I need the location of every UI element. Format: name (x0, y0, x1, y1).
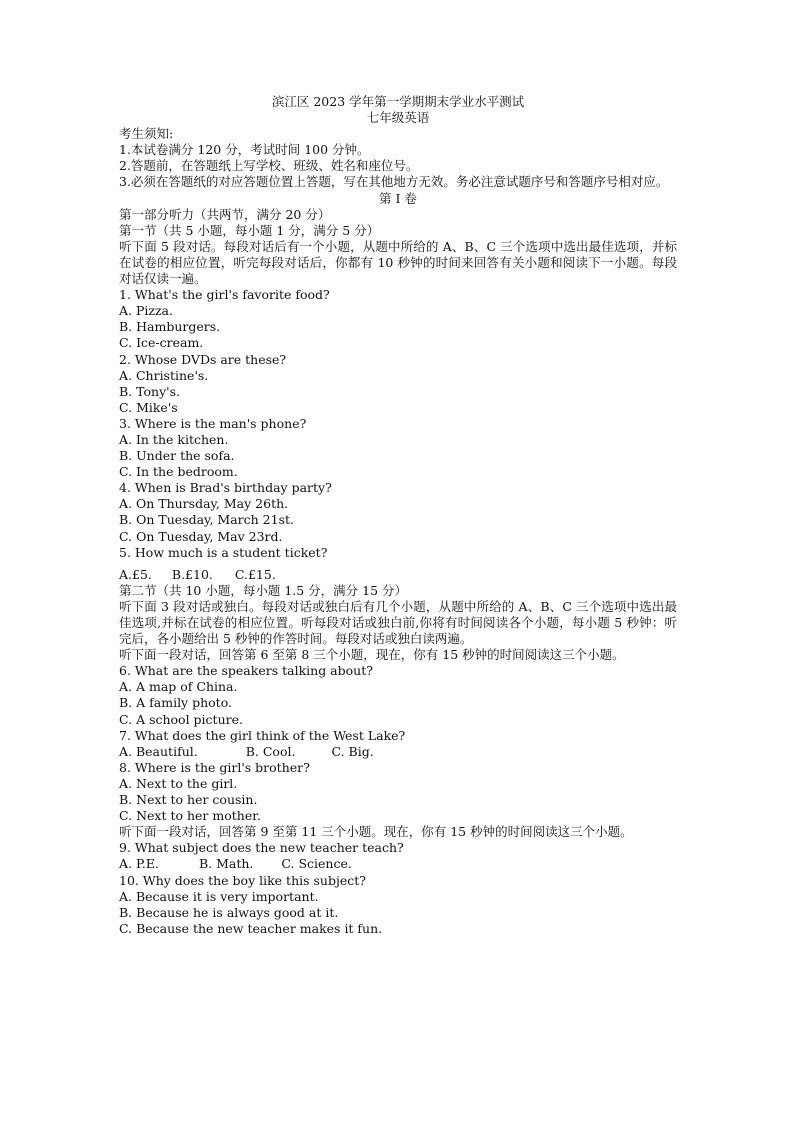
question-4 (119, 480, 677, 544)
exam-page (119, 94, 677, 937)
volume-title: 第 I 卷 (379, 190, 417, 206)
notice-item: 2.答题前，在答题纸上写学校、班级、姓名和座位号。 (119, 158, 419, 174)
option-b: B. On Tuesday, March 21st. (119, 512, 294, 528)
options-row (119, 856, 677, 872)
section-instruction: 听下面 5 段对话。每段对话后有一个小题，从题中所给的 A、B、C 三个选项中选出最佳选项，并标在试卷的相应位置，听完每段对话后，你都有 10 秒钟的时间来回答有关小题和阅读下一小题。每段对话仅读一遍。 (119, 238, 677, 287)
option-a: A. Pizza. (119, 303, 173, 319)
option-b: B. Hamburgers. (119, 319, 221, 335)
option-b: B. Tony's. (119, 383, 180, 399)
question-stem: 3. Where is the man's phone? (119, 415, 307, 431)
question-9 (119, 840, 677, 872)
question-stem: 9. What subject does the new teacher teach? (119, 840, 404, 856)
option-c: C. Science. (281, 856, 352, 872)
section-title: 第一节（共 5 小题，每小题 1 分，满分 5 分） (119, 222, 380, 238)
option-a: A. In the kitchen. (119, 431, 229, 447)
option-b: B. Under the sofa. (119, 448, 235, 464)
notice-item: 1.本试卷满分 120 分，考试时间 100 分钟。 (119, 142, 370, 158)
options-row (119, 744, 677, 760)
option-a: A. Next to the girl. (119, 775, 238, 791)
option-a: A. Christine's. (119, 367, 209, 383)
question-5 (119, 545, 677, 583)
option-a: A. On Thursday, May 26th. (119, 496, 289, 512)
option-c: C. Ice-cream. (119, 335, 204, 351)
dialog-instruction: 听下面一段对话，回答第 9 至第 11 三个小题。现在，你有 15 秒钟的时间阅读这三个小题。 (119, 824, 633, 840)
question-stem: 7. What does the girl think of the West Lake? (119, 727, 406, 743)
question-stem: 6. What are the speakers talking about? (119, 663, 373, 679)
option-b: B. Math. (198, 856, 254, 872)
option-c: C. Next to her mother. (119, 808, 261, 824)
option-b: B.£10. (171, 566, 213, 582)
part-title: 第一部分听力（共两节，满分 20 分） (119, 206, 331, 222)
dialog-instruction: 听下面一段对话，回答第 6 至第 8 三个小题，现在，你有 15 秒钟的时间阅读这三个小题。 (119, 647, 625, 663)
option-a: A. P.E. (119, 856, 159, 872)
question-stem: 2. Whose DVDs are these? (119, 351, 287, 367)
option-a: A.£5. (119, 566, 152, 582)
question-1 (119, 287, 677, 351)
option-c: C. Big. (331, 743, 374, 759)
option-b: B. Cool. (245, 743, 296, 759)
question-3 (119, 416, 677, 480)
question-stem: 1. What's the girl's favorite food? (119, 287, 330, 303)
question-6 (119, 663, 677, 727)
option-b: B. Next to her cousin. (119, 792, 258, 808)
exam-title: 滨江区 2023 学年第一学期期末学业水平测试 (271, 94, 525, 109)
option-c: C. Mike's (119, 399, 178, 415)
question-stem: 8. Where is the girl's brother? (119, 759, 310, 775)
option-c: C. Because the new teacher makes it fun. (119, 920, 383, 936)
option-c: C. In the bedroom. (119, 464, 238, 480)
notice-heading: 考生须知: (119, 126, 174, 142)
option-c: C. On Tuesday, Mav 23rd. (119, 528, 283, 544)
question-stem: 10. Why does the boy like this subject? (119, 872, 366, 888)
section-title: 第二节（共 10 小题，每小题 1.5 分，满分 15 分） (119, 582, 408, 598)
question-2 (119, 352, 677, 416)
section-instruction: 听下面 3 段对话或独白。每段对话或独白后有几个小题，从题中所给的 A、B、C 三个选项中选出最佳选项,并标在试卷的相应位置。听每段对话或独白前,你将有时间阅读各个小题，每小题 5 秒钟：听完后，各小题给出 5 秒钟的作答时间。每段对话或独白读两遍。 (119, 598, 677, 647)
question-8 (119, 760, 677, 824)
question-stem: 5. How much is a student ticket? (119, 544, 328, 560)
option-c: C. A school picture. (119, 711, 243, 727)
option-a: A. Beautiful. (119, 743, 198, 759)
question-7 (119, 728, 677, 760)
exam-subtitle: 七年级英语 (366, 110, 430, 126)
options-row (119, 567, 677, 583)
notice-item: 3.必须在答题纸的对应答题位置上答题，写在其他地方无效。务必注意试题序号和答题序号相对应。 (119, 174, 669, 190)
option-b: B. A family photo. (119, 695, 232, 711)
question-10 (119, 873, 677, 937)
question-stem: 4. When is Brad's birthday party? (119, 480, 332, 496)
option-b: B. Because he is always good at it. (119, 904, 339, 920)
option-a: A. Because it is very important. (119, 888, 319, 904)
option-c: C.£15. (234, 566, 276, 582)
option-a: A. A map of China. (119, 679, 238, 695)
